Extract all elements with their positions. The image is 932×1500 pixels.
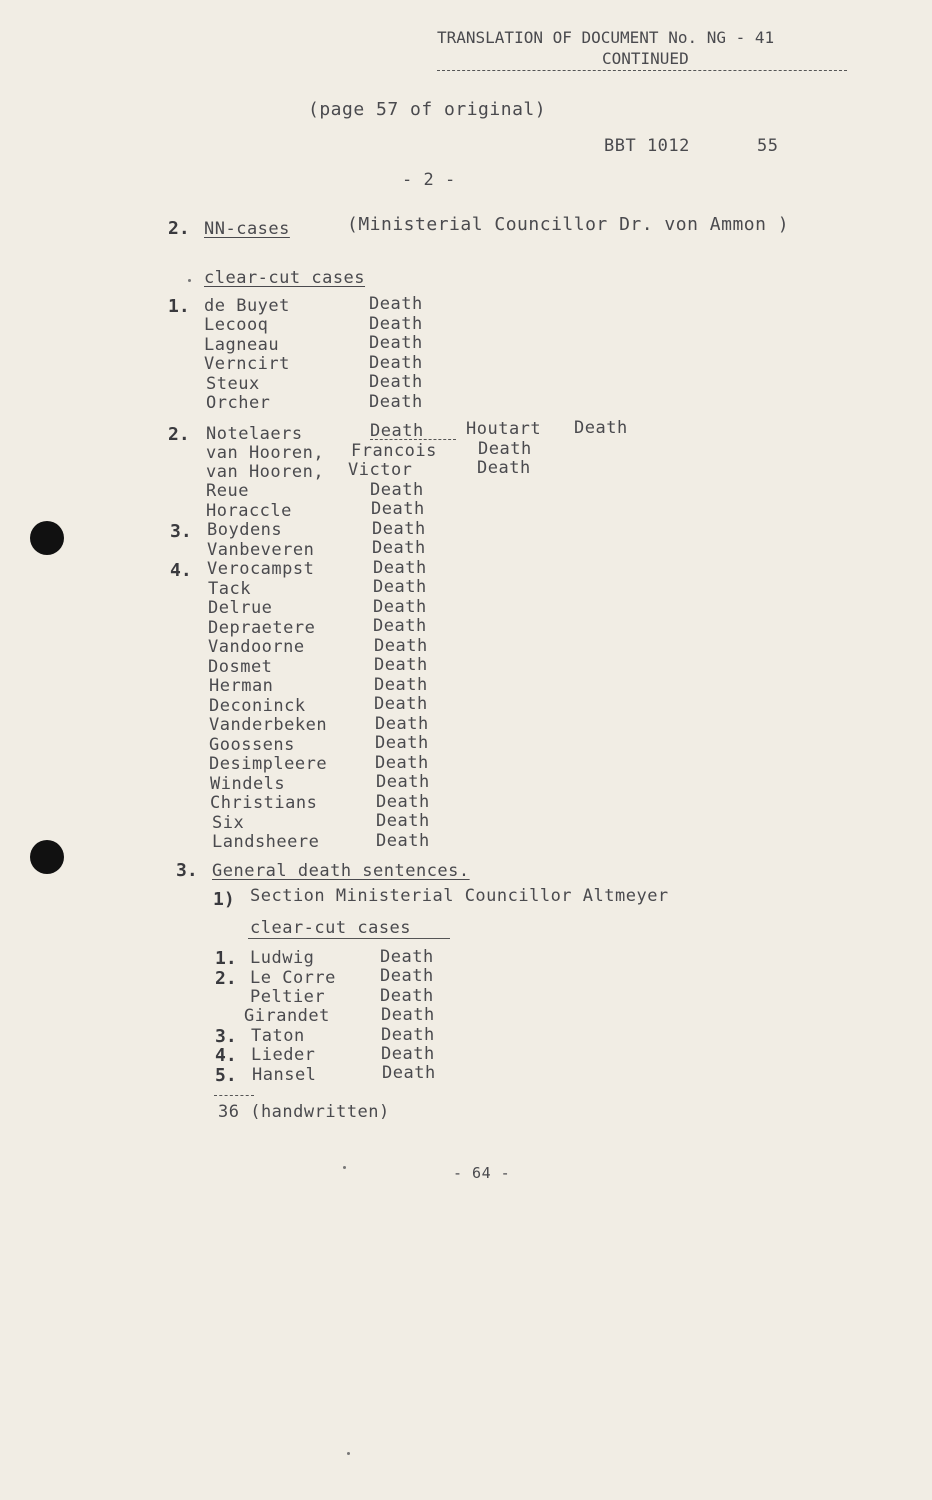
section-nn-subheading: clear-cut cases xyxy=(204,268,366,288)
verdict: Death xyxy=(370,480,424,500)
handwritten-note: 36 (handwritten) xyxy=(218,1102,390,1122)
verdict: Death xyxy=(369,294,423,314)
section-nn-note: (Ministerial Councillor Dr. von Ammon ) xyxy=(347,214,790,235)
extra-defendant-name: Houtart xyxy=(466,419,542,439)
document-code-number: 55 xyxy=(757,136,779,156)
verdict: Death xyxy=(369,372,423,392)
verdict: Death xyxy=(376,792,430,812)
extra-verdict: Death xyxy=(574,418,628,438)
item-marker: 2. xyxy=(168,424,190,445)
verdict: Death xyxy=(374,636,428,656)
item-marker: 1. xyxy=(168,296,190,317)
item-marker: 3. xyxy=(170,521,192,542)
verdict: Death xyxy=(375,733,429,753)
subsection-subheading: clear-cut cases xyxy=(250,918,412,938)
defendant-name: Reue xyxy=(206,481,249,501)
header-rule xyxy=(437,70,847,71)
first-name: Francois xyxy=(351,441,437,461)
first-name: Victor xyxy=(348,460,413,480)
defendant-name: de Buyet xyxy=(204,296,290,316)
item-marker: 1. xyxy=(215,948,237,969)
defendant-name: Notelaers xyxy=(206,424,303,444)
document-code: BBT 1012 xyxy=(604,136,690,156)
paper-speck xyxy=(347,1452,350,1455)
footer-page-number: - 64 - xyxy=(453,1164,511,1182)
verdict: Death xyxy=(376,772,430,792)
paper-speck xyxy=(343,1166,346,1169)
defendant-name: Lagneau xyxy=(204,335,280,355)
section-general-title: General death sentences. xyxy=(212,861,470,881)
verdict: Death xyxy=(375,753,429,773)
defendant-name: Lieder xyxy=(251,1045,316,1065)
verdict: Death xyxy=(369,314,423,334)
defendant-name: Dosmet xyxy=(208,657,273,677)
verdict: Death xyxy=(478,439,532,459)
verdict: Death xyxy=(369,392,423,412)
defendant-name: Verocampst xyxy=(207,559,315,579)
defendant-name: Tack xyxy=(208,579,251,599)
verdict: Death xyxy=(382,1063,436,1083)
verdict: Death xyxy=(376,831,430,851)
defendant-name: Orcher xyxy=(206,393,271,413)
defendant-name: Six xyxy=(212,813,245,833)
defendant-name: Delrue xyxy=(208,598,273,618)
defendant-name: Herman xyxy=(209,676,274,696)
section-nn-title: NN-cases xyxy=(204,219,290,239)
verdict: Death xyxy=(381,1005,435,1025)
defendant-name: Vandoorne xyxy=(208,637,305,657)
verdict: Death xyxy=(380,986,434,1006)
defendant-name: Le Corre xyxy=(250,968,336,988)
verdict: Death xyxy=(372,538,426,558)
verdict: Death xyxy=(374,675,428,695)
page-number: - 2 - xyxy=(402,170,456,190)
defendant-name: Desimpleere xyxy=(209,754,328,774)
defendant-name: Vanbeveren xyxy=(207,540,315,560)
defendant-name: Steux xyxy=(206,374,260,394)
defendant-name: Goossens xyxy=(209,735,295,755)
verdict: Death xyxy=(477,458,531,478)
verdict: Death xyxy=(371,499,425,519)
item-marker: 2. xyxy=(215,968,237,989)
defendant-name: Ludwig xyxy=(250,948,315,968)
item-marker: 4. xyxy=(215,1045,237,1066)
footnote-rule xyxy=(214,1095,254,1096)
item-marker: 3. xyxy=(215,1026,237,1047)
paper-speck xyxy=(188,279,191,282)
bracket-rule xyxy=(370,439,456,440)
section-general-marker: 3. xyxy=(176,860,198,881)
defendant-name: Christians xyxy=(210,793,318,813)
defendant-name: Hansel xyxy=(252,1065,317,1085)
subsection-subheading-rule xyxy=(248,938,450,939)
verdict: Death xyxy=(372,519,426,539)
verdict: Death xyxy=(374,694,428,714)
defendant-name: Verncirt xyxy=(204,354,290,374)
item-marker: 4. xyxy=(170,560,192,581)
verdict: Death xyxy=(381,1044,435,1064)
punch-hole-top xyxy=(30,521,64,555)
item-marker: 5. xyxy=(215,1065,237,1086)
verdict: Death xyxy=(381,1025,435,1045)
verdict: Death xyxy=(373,558,427,578)
verdict: Death xyxy=(373,616,427,636)
defendant-name: van Hooren, xyxy=(206,462,325,482)
verdict: Death xyxy=(376,811,430,831)
document-title: TRANSLATION OF DOCUMENT No. NG - 41 xyxy=(437,28,775,47)
defendant-name: Taton xyxy=(251,1026,305,1046)
defendant-name: Landsheere xyxy=(212,832,320,852)
verdict: Death xyxy=(370,421,424,441)
verdict: Death xyxy=(373,577,427,597)
defendant-name: Peltier xyxy=(250,987,326,1007)
subsection-title: Section Ministerial Councillor Altmeyer xyxy=(250,886,669,906)
verdict: Death xyxy=(373,597,427,617)
defendant-name: Depraetere xyxy=(208,618,316,638)
subsection-marker: 1) xyxy=(213,889,235,910)
defendant-name: Vanderbeken xyxy=(209,715,328,735)
defendant-name: Girandet xyxy=(244,1006,330,1026)
verdict: Death xyxy=(369,333,423,353)
continued-label: CONTINUED xyxy=(602,49,689,68)
section-nn-marker: 2. xyxy=(168,218,190,239)
verdict: Death xyxy=(374,655,428,675)
verdict: Death xyxy=(375,714,429,734)
defendant-name: Deconinck xyxy=(209,696,306,716)
verdict: Death xyxy=(380,966,434,986)
original-page-reference: (page 57 of original) xyxy=(308,99,547,120)
punch-hole-bottom xyxy=(30,840,64,874)
defendant-name: van Hooren, xyxy=(206,443,325,463)
defendant-name: Lecooq xyxy=(204,315,269,335)
verdict: Death xyxy=(380,947,434,967)
defendant-name: Horaccle xyxy=(206,501,292,521)
defendant-name: Boydens xyxy=(207,520,283,540)
defendant-name: Windels xyxy=(210,774,286,794)
verdict: Death xyxy=(369,353,423,373)
